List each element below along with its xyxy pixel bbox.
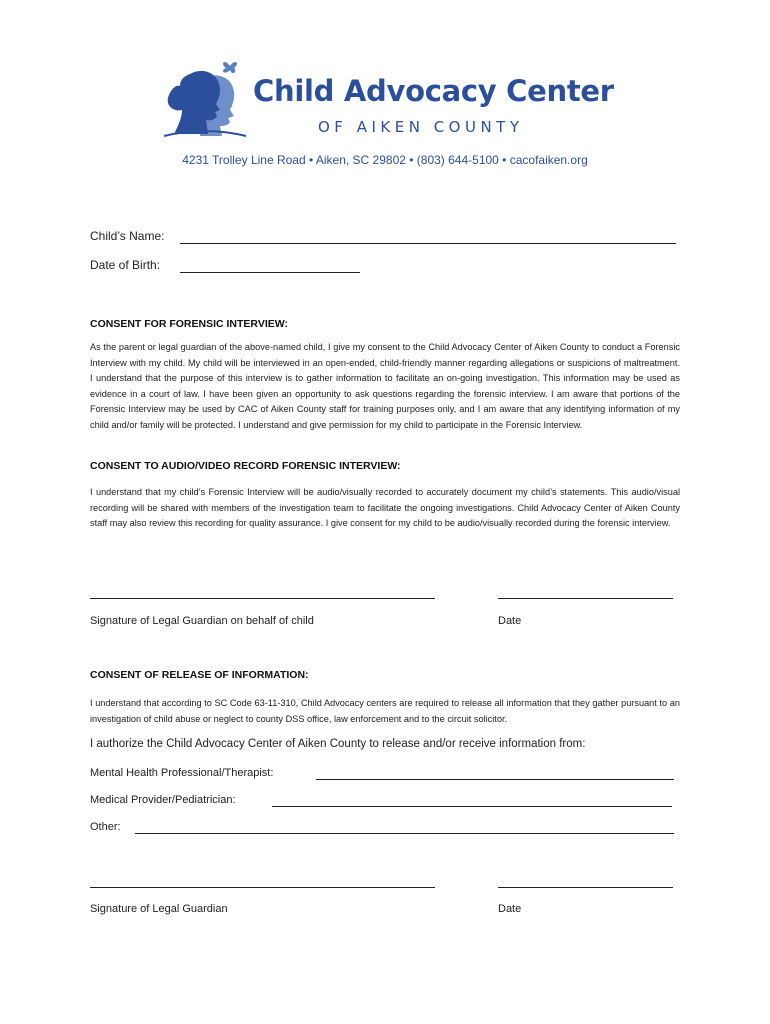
medical-provider-field[interactable] [272, 806, 672, 807]
child-name-label: Child’s Name: [90, 229, 165, 243]
forensic-heading: CONSENT FOR FORENSIC INTERVIEW: [90, 318, 288, 330]
guardian-signature-label-2: Signature of Legal Guardian [90, 903, 228, 915]
contact-address: 4231 Trolley Line Road • Aiken, SC 29802 • (803) 644-5100 • cacofaiken.org [182, 153, 588, 167]
logo-title: Child Advocacy Center [253, 74, 614, 108]
dob-field[interactable] [180, 272, 360, 273]
guardian-signature-line-2[interactable] [90, 887, 435, 888]
child-name-field[interactable] [180, 243, 676, 244]
authorize-statement: I authorize the Child Advocacy Center of Aiken County to release and/or receive information from: [90, 738, 586, 750]
other-label: Other: [90, 821, 121, 833]
organization-logo [160, 56, 620, 140]
signature-date-line[interactable] [498, 598, 673, 599]
children-silhouette-icon [160, 56, 250, 140]
forensic-body: As the parent or legal guardian of the above-named child, I give my consent to the Child Advocacy Center of Aiken County to conduct a Forensic Interview with my child. My child will be interviewed in an open-ended, child-friendly manner regarding allegations or suspicions of maltreatment. I understand that the purpose of this interview is to gather information to facilitate an on-going investigation. This information may be used as evidence in a court of law. I have been given an opportunity to ask questions regarding the forensic interview. I am aware that portions of the Forensic Interview may be used by CAC of Aiken County staff for training purposes only, and I am aware that any identifying information of my child and/or family will be protected. I understand and give permission for my child to participate in the Forensic Interview. [90, 342, 680, 430]
release-body: I understand that according to SC Code 63-11-310, Child Advocacy centers are required to release all information that they gather pursuant to an investigation of child abuse or neglect to county DSS office, law enforcement and to the circuit solicitor. [90, 698, 680, 724]
mental-health-field[interactable] [316, 779, 674, 780]
other-field[interactable] [135, 833, 674, 834]
butterfly-icon [223, 62, 237, 73]
mental-health-label: Mental Health Professional/Therapist: [90, 767, 274, 779]
recording-body: I understand that my child’s Forensic Interview will be audio/visually recorded to accurately document my child’s statements. This audio/visual recording will be shared with members of the investigation team to facilitate the ongoing investigations. Child Advocacy Center of Aiken County staff may also review this recording for quality assurance. I give consent for my child to be audio/visually recorded during the forensic interview. [90, 487, 680, 528]
signature-date-label: Date [498, 615, 522, 627]
signature-date-label-2: Date [498, 903, 522, 915]
signature-date-line-2[interactable] [498, 887, 673, 888]
logo-subtitle: OF AIKEN COUNTY [318, 118, 524, 136]
guardian-signature-line[interactable] [90, 598, 435, 599]
release-heading: CONSENT OF RELEASE OF INFORMATION: [90, 669, 309, 681]
medical-provider-label: Medical Provider/Pediatrician: [90, 794, 236, 806]
recording-heading: CONSENT TO AUDIO/VIDEO RECORD FORENSIC INTERVIEW: [90, 460, 401, 472]
guardian-signature-label: Signature of Legal Guardian on behalf of child [90, 615, 314, 627]
dob-label: Date of Birth: [90, 258, 161, 272]
